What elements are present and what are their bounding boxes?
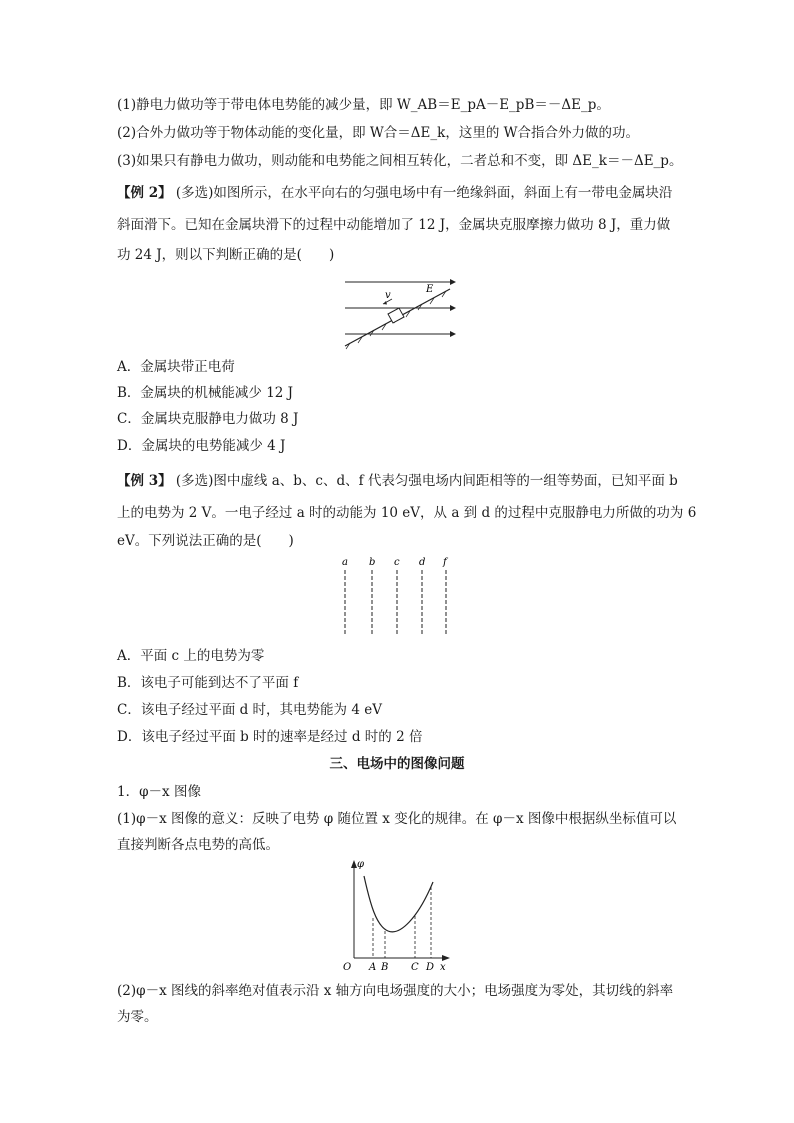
- example3-text-line2: 上的电势为 2 V。一电子经过 a 时的动能为 10 eV，从 a 到 d 的过程中克服静电力所做的功为 6: [117, 505, 697, 521]
- velocity-label: v: [385, 290, 391, 301]
- plane-label-f: f: [443, 557, 447, 568]
- example2-option-c: C．金属块克服静电力做功 8 J: [117, 411, 299, 427]
- example2-option-b: B．金属块的机械能减少 12 J: [117, 385, 294, 401]
- section3-p1-line2: 直接判断各点电势的高低。: [117, 837, 279, 853]
- phi-axis-label: φ: [357, 859, 365, 870]
- point-c-label: C: [411, 962, 419, 973]
- example3-option-d: D．该电子经过平面 b 时的速率是经过 d 时的 2 倍: [117, 729, 423, 745]
- point-d-label: D: [426, 962, 435, 973]
- x-axis-label: x: [440, 962, 446, 973]
- point-a-label: A: [369, 962, 377, 973]
- example2-option-d: D．金属块的电势能减少 4 J: [117, 438, 286, 454]
- example2-text-line2: 斜面滑下。已知在金属块滑下的过程中动能增加了 12 J，金属块克服摩擦力做功 8 J，重力做: [117, 217, 671, 233]
- field-label: E: [426, 284, 434, 295]
- example2-text-line1: (多选)如图所示，在水平向右的匀强电场中有一绝缘斜面，斜面上有一带电金属块沿: [175, 185, 673, 201]
- example3-text-line1: (多选)图中虚线 a、b、c、d、f 代表匀强电场内间距相等的一组等势面，已知平面 b: [175, 473, 678, 489]
- equipotential-figure: [335, 554, 460, 638]
- example2-text-line3: 功 24 J，则以下判断正确的是( ): [117, 247, 335, 263]
- section3-p2-line2: 为零。: [117, 1009, 158, 1025]
- example2-option-a: A．金属块带正电荷: [117, 359, 235, 375]
- origin-label: O: [343, 962, 352, 973]
- plane-label-d: d: [419, 557, 426, 568]
- section3-p2-line1: (2)φ－x 图线的斜率绝对值表示沿 x 轴方向电场强度的大小；电场强度为零处，其切线的斜率: [117, 983, 674, 999]
- example3-text-line3: eV。下列说法正确的是( ): [117, 533, 294, 549]
- example2-intro-line1: [117, 184, 687, 202]
- phi-x-graph: [340, 858, 455, 974]
- rule-3: (3)如果只有静电力做功，则动能和电势能之间相互转化，二者总和不变，即 ΔE_k＝－ΔE_p。: [117, 153, 683, 169]
- phi-curve: [364, 876, 433, 932]
- example3-option-b: B．该电子可能到达不了平面 f: [117, 675, 299, 691]
- rule-2: (2)合外力做功等于物体动能的变化量，即 W合＝ΔE_k，这里的 W合指合外力做的功。: [117, 125, 639, 141]
- section3-item1: 1．φ－x 图像: [117, 784, 201, 800]
- plane-label-b: b: [369, 557, 376, 568]
- section3-p1-line1: (1)φ－x 图像的意义：反映了电势 φ 随位置 x 变化的规律。在 φ－x 图像中根据纵坐标值可以: [117, 811, 677, 827]
- example2-tag: 【例 2】: [117, 185, 172, 201]
- example3-option-c: C．该电子经过平面 d 时，其电势能为 4 eV: [117, 702, 382, 718]
- plane-label-a: a: [342, 557, 348, 568]
- point-b-label: B: [381, 962, 389, 973]
- example3-intro-line1: [117, 472, 687, 490]
- section3-heading: 三、电场中的图像问题: [329, 756, 465, 772]
- incline-figure: [340, 272, 460, 352]
- example3-tag: 【例 3】: [117, 473, 172, 489]
- plane-label-c: c: [394, 557, 400, 568]
- rule-1: (1)静电力做功等于带电体电势能的减少量，即 W_AB＝E_pA－E_pB＝－ΔE_p。: [117, 97, 610, 113]
- example3-option-a: A．平面 c 上的电势为零: [117, 648, 265, 664]
